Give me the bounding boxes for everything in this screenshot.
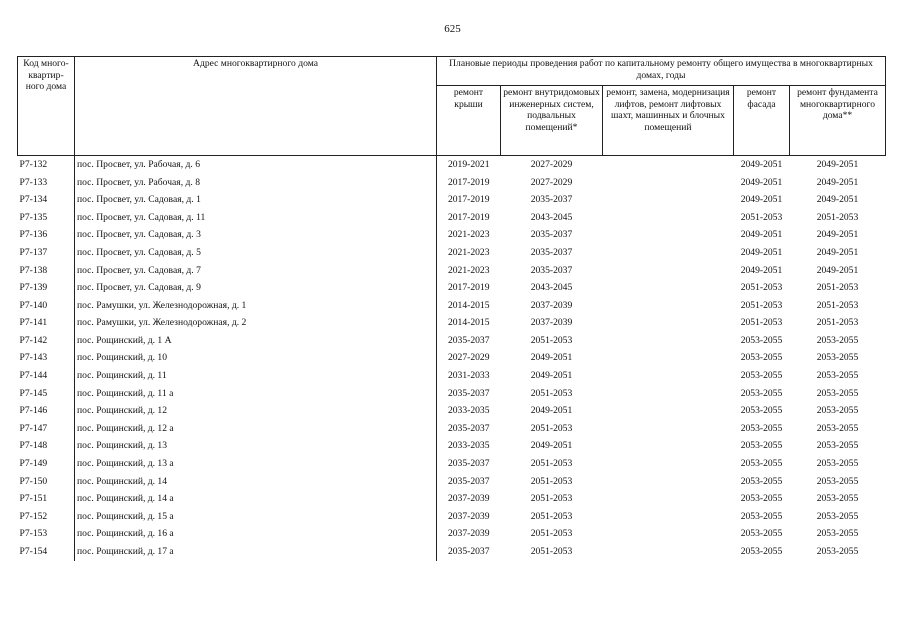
- cell-systems: 2049-2051: [530, 352, 573, 364]
- cell-facade: 2053-2055: [740, 546, 783, 557]
- cell-lifts: [603, 297, 734, 315]
- cell-roof: 2037-2039: [437, 508, 501, 526]
- cell-roof: 2033-2035: [437, 438, 501, 456]
- table-row: [18, 156, 886, 174]
- cell-foundation: 2053-2055: [816, 387, 859, 399]
- cell-address: пос. Просвет, ул. Садовая, д. 5: [75, 244, 437, 262]
- header-facade: ремонт фасада: [734, 86, 790, 156]
- table-row: [18, 279, 886, 297]
- cell-lifts: [603, 367, 734, 385]
- cell-code: Р7-141: [19, 317, 48, 329]
- cell-address: пос. Рощинский, д. 13: [75, 438, 437, 456]
- cell-facade: 2051-2053: [740, 299, 783, 311]
- cell-roof: 2037-2039: [437, 525, 501, 543]
- table-row: [18, 455, 886, 473]
- cell-roof: 2035-2037: [437, 473, 501, 491]
- cell-roof: 2017-2019: [437, 174, 501, 192]
- cell-code: Р7-133: [19, 176, 48, 188]
- table-row: [18, 297, 886, 315]
- cell-lifts: [603, 332, 734, 350]
- table-row: [18, 191, 886, 209]
- cell-foundation: 2053-2055: [816, 458, 859, 470]
- cell-systems: 2027-2029: [530, 176, 573, 188]
- cell-systems: 2043-2045: [530, 282, 573, 294]
- cell-foundation: 2053-2055: [816, 405, 859, 417]
- cell-systems: 2049-2051: [530, 440, 573, 452]
- cell-address: пос. Рощинский, д. 14 а: [75, 490, 437, 508]
- table-row: [18, 244, 886, 262]
- header-roof: ремонт крыши: [437, 86, 501, 156]
- cell-address: пос. Рамушки, ул. Железнодорожная, д. 1: [75, 297, 437, 315]
- cell-systems: 2043-2045: [530, 211, 573, 223]
- cell-roof: 2021-2023: [437, 244, 501, 262]
- table-row: [18, 332, 886, 350]
- cell-systems: 2051-2053: [530, 493, 573, 505]
- cell-address: пос. Рощинский, д. 12 а: [75, 420, 437, 438]
- table-body: [18, 156, 886, 561]
- cell-roof: 2019-2021: [437, 156, 501, 174]
- cell-facade: 2049-2051: [740, 158, 783, 170]
- cell-code: Р7-137: [19, 246, 48, 258]
- cell-systems: 2049-2051: [530, 370, 573, 382]
- cell-lifts: [603, 314, 734, 332]
- cell-facade: 2051-2053: [740, 282, 783, 294]
- cell-address: пос. Просвет, ул. Садовая, д. 3: [75, 226, 437, 244]
- cell-address: пос. Рощинский, д. 11 а: [75, 385, 437, 403]
- cell-foundation: 2053-2055: [816, 510, 859, 522]
- cell-roof: 2017-2019: [437, 209, 501, 227]
- cell-lifts: [603, 525, 734, 543]
- cell-facade: 2049-2051: [740, 246, 783, 258]
- cell-address: пос. Просвет, ул. Садовая, д. 1: [75, 191, 437, 209]
- cell-foundation: 2053-2055: [816, 334, 859, 346]
- cell-foundation: 2051-2053: [816, 317, 859, 329]
- cell-foundation: 2049-2051: [816, 264, 859, 276]
- table-row: [18, 525, 886, 543]
- cell-code: Р7-152: [19, 510, 48, 522]
- table-row: [18, 209, 886, 227]
- cell-roof: 2017-2019: [437, 191, 501, 209]
- table-row: [18, 473, 886, 491]
- cell-lifts: [603, 262, 734, 280]
- header-lifts: ремонт, замена, модернизация лифтов, ремонт лифтовых шахт, машинных и блочных помещений: [603, 86, 734, 156]
- cell-address: пос. Рамушки, ул. Железнодорожная, д. 2: [75, 314, 437, 332]
- cell-code: Р7-147: [19, 422, 48, 434]
- cell-systems: 2035-2037: [530, 229, 573, 241]
- cell-systems: 2027-2029: [530, 158, 573, 170]
- cell-code: Р7-153: [19, 528, 48, 540]
- cell-facade: 2053-2055: [740, 422, 783, 434]
- cell-lifts: [603, 226, 734, 244]
- cell-address: пос. Рощинский, д. 14: [75, 473, 437, 491]
- cell-roof: 2033-2035: [437, 402, 501, 420]
- cell-address: пос. Просвет, ул. Садовая, д. 9: [75, 279, 437, 297]
- cell-address: пос. Рощинский, д. 11: [75, 367, 437, 385]
- cell-systems: 2051-2053: [530, 334, 573, 346]
- table-row: [18, 262, 886, 280]
- cell-facade: 2049-2051: [740, 194, 783, 206]
- cell-code: Р7-143: [19, 352, 48, 364]
- cell-foundation: 2053-2055: [816, 440, 859, 452]
- table-row: [18, 226, 886, 244]
- cell-lifts: [603, 508, 734, 526]
- cell-address: пос. Рощинский, д. 17 а: [75, 543, 437, 561]
- cell-code: Р7-139: [19, 282, 48, 294]
- cell-facade: 2053-2055: [740, 405, 783, 417]
- header-code: Код много-квартир-ного дома: [18, 57, 75, 156]
- cell-code: Р7-132: [19, 158, 48, 170]
- cell-code: Р7-138: [19, 264, 48, 276]
- cell-foundation: 2053-2055: [816, 546, 859, 557]
- cell-systems: 2035-2037: [530, 194, 573, 206]
- cell-facade: 2053-2055: [740, 387, 783, 399]
- cell-roof: 2021-2023: [437, 226, 501, 244]
- cell-facade: 2053-2055: [740, 528, 783, 540]
- cell-roof: 2035-2037: [437, 385, 501, 403]
- cell-roof: 2014-2015: [437, 314, 501, 332]
- cell-foundation: 2049-2051: [816, 229, 859, 241]
- cell-lifts: [603, 209, 734, 227]
- cell-foundation: 2051-2053: [816, 211, 859, 223]
- cell-facade: 2053-2055: [740, 510, 783, 522]
- cell-lifts: [603, 473, 734, 491]
- cell-roof: 2035-2037: [437, 332, 501, 350]
- cell-code: Р7-134: [19, 194, 48, 206]
- cell-lifts: [603, 490, 734, 508]
- cell-roof: 2037-2039: [437, 490, 501, 508]
- page-number: 625: [444, 23, 461, 35]
- cell-address: пос. Просвет, ул. Садовая, д. 7: [75, 262, 437, 280]
- cell-systems: 2037-2039: [530, 299, 573, 311]
- cell-roof: 2031-2033: [437, 367, 501, 385]
- cell-foundation: 2051-2053: [816, 299, 859, 311]
- cell-roof: 2014-2015: [437, 297, 501, 315]
- cell-address: пос. Просвет, ул. Садовая, д. 11: [75, 209, 437, 227]
- cell-lifts: [603, 191, 734, 209]
- cell-systems: 2051-2053: [530, 458, 573, 470]
- cell-code: Р7-146: [19, 405, 48, 417]
- cell-systems: 2051-2053: [530, 528, 573, 540]
- cell-lifts: [603, 174, 734, 192]
- cell-code: Р7-144: [19, 370, 48, 382]
- cell-systems: 2035-2037: [530, 246, 573, 258]
- cell-foundation: 2053-2055: [816, 422, 859, 434]
- cell-code: Р7-140: [19, 299, 48, 311]
- cell-address: пос. Просвет, ул. Рабочая, д. 8: [75, 174, 437, 192]
- cell-foundation: 2049-2051: [816, 176, 859, 188]
- cell-code: Р7-149: [19, 458, 48, 470]
- cell-foundation: 2053-2055: [816, 493, 859, 505]
- table-row: [18, 350, 886, 368]
- table-row: [18, 438, 886, 456]
- cell-facade: 2051-2053: [740, 211, 783, 223]
- cell-roof: 2021-2023: [437, 262, 501, 280]
- header-foundation: ремонт фундамента многоквартирного дома**: [790, 86, 886, 156]
- cell-systems: 2051-2053: [530, 510, 573, 522]
- cell-systems: 2051-2053: [530, 387, 573, 399]
- cell-facade: 2053-2055: [740, 458, 783, 470]
- cell-address: пос. Рощинский, д. 1 А: [75, 332, 437, 350]
- table-row: [18, 420, 886, 438]
- cell-code: Р7-151: [19, 493, 48, 505]
- cell-roof: 2017-2019: [437, 279, 501, 297]
- cell-systems: 2051-2053: [530, 422, 573, 434]
- cell-lifts: [603, 279, 734, 297]
- cell-code: Р7-145: [19, 387, 48, 399]
- cell-address: пос. Рощинский, д. 15 а: [75, 508, 437, 526]
- table-row: [18, 543, 886, 561]
- cell-code: Р7-142: [19, 334, 48, 346]
- cell-lifts: [603, 455, 734, 473]
- cell-roof: 2027-2029: [437, 350, 501, 368]
- cell-address: пос. Рощинский, д. 16 а: [75, 525, 437, 543]
- cell-address: пос. Просвет, ул. Рабочая, д. 6: [75, 156, 437, 174]
- cell-foundation: 2053-2055: [816, 370, 859, 382]
- cell-facade: 2053-2055: [740, 334, 783, 346]
- table-row: [18, 490, 886, 508]
- cell-lifts: [603, 420, 734, 438]
- table-row: [18, 402, 886, 420]
- cell-facade: 2053-2055: [740, 370, 783, 382]
- cell-foundation: 2049-2051: [816, 194, 859, 206]
- cell-systems: 2049-2051: [530, 405, 573, 417]
- cell-lifts: [603, 438, 734, 456]
- cell-systems: 2051-2053: [530, 475, 573, 487]
- cell-foundation: 2053-2055: [816, 352, 859, 364]
- cell-roof: 2035-2037: [437, 543, 501, 561]
- cell-lifts: [603, 543, 734, 561]
- header-address: Адрес многоквартирного дома: [75, 57, 437, 156]
- cell-foundation: 2049-2051: [816, 246, 859, 258]
- cell-lifts: [603, 244, 734, 262]
- cell-roof: 2035-2037: [437, 455, 501, 473]
- cell-facade: 2053-2055: [740, 352, 783, 364]
- cell-address: пос. Рощинский, д. 13 а: [75, 455, 437, 473]
- cell-facade: 2053-2055: [740, 493, 783, 505]
- cell-lifts: [603, 385, 734, 403]
- cell-code: Р7-154: [19, 546, 48, 557]
- header-systems: ремонт внутридомовых инженерных систем, подвальных помещений*: [501, 86, 603, 156]
- table-row: [18, 508, 886, 526]
- cell-foundation: 2049-2051: [816, 158, 859, 170]
- table-row: [18, 174, 886, 192]
- cell-facade: 2049-2051: [740, 264, 783, 276]
- repair-schedule-table: [17, 56, 886, 561]
- cell-systems: 2037-2039: [530, 317, 573, 329]
- cell-code: Р7-150: [19, 475, 48, 487]
- cell-facade: 2053-2055: [740, 475, 783, 487]
- cell-lifts: [603, 350, 734, 368]
- cell-facade: 2049-2051: [740, 229, 783, 241]
- cell-code: Р7-148: [19, 440, 48, 452]
- cell-systems: 2035-2037: [530, 264, 573, 276]
- table-row: [18, 385, 886, 403]
- cell-facade: 2051-2053: [740, 317, 783, 329]
- cell-lifts: [603, 402, 734, 420]
- cell-foundation: 2051-2053: [816, 282, 859, 294]
- table-row: [18, 367, 886, 385]
- cell-foundation: 2053-2055: [816, 528, 859, 540]
- cell-systems: 2051-2053: [530, 546, 573, 557]
- cell-facade: 2053-2055: [740, 440, 783, 452]
- cell-code: Р7-135: [19, 211, 48, 223]
- cell-address: пос. Рощинский, д. 10: [75, 350, 437, 368]
- cell-address: пос. Рощинский, д. 12: [75, 402, 437, 420]
- cell-roof: 2035-2037: [437, 420, 501, 438]
- cell-foundation: 2053-2055: [816, 475, 859, 487]
- cell-facade: 2049-2051: [740, 176, 783, 188]
- cell-code: Р7-136: [19, 229, 48, 241]
- table-row: [18, 314, 886, 332]
- cell-lifts: [603, 156, 734, 174]
- header-planned-periods: Плановые периоды проведения работ по капитальному ремонту общего имущества в многоквартирных домах, годы: [437, 57, 886, 86]
